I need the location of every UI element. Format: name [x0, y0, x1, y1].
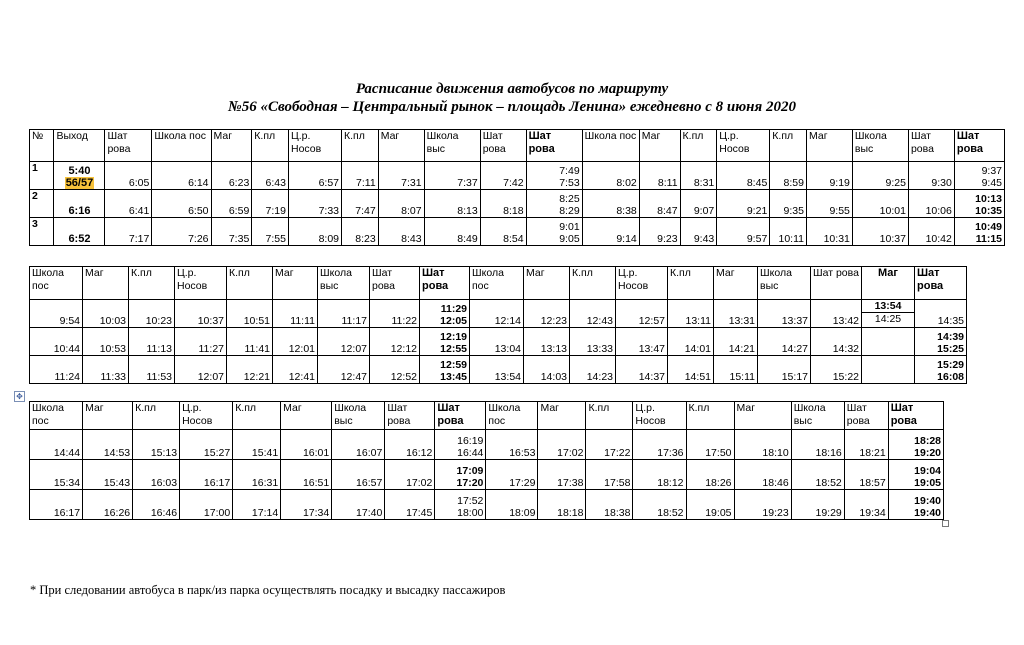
- time-cell: 8:38: [582, 190, 639, 218]
- time-cell: 16:57: [332, 460, 385, 490]
- time-value: 10:35: [975, 205, 1002, 217]
- time-cell: 16:17: [30, 490, 83, 520]
- column-header: Шат рова: [915, 267, 967, 300]
- time-cell: 19:29: [791, 490, 844, 520]
- column-header: К.пл: [227, 267, 273, 300]
- header-row: [30, 130, 1005, 162]
- time-cell: 8:13: [424, 190, 480, 218]
- time-cell: 7:33: [288, 190, 341, 218]
- time-cell: 13:31: [714, 300, 758, 328]
- time-value: 13:54: [862, 300, 914, 313]
- time-cell: 14:27: [758, 328, 811, 356]
- column-header: Шат рова: [435, 402, 486, 430]
- column-header: К.пл: [252, 130, 289, 162]
- time-pair-cell: [915, 328, 967, 356]
- route-badge: 56/57: [65, 177, 94, 189]
- time-cell: 8:59: [770, 162, 807, 190]
- time-cell: 9:54: [30, 300, 83, 328]
- time-cell: 18:18: [538, 490, 586, 520]
- column-header: К.пл: [570, 267, 616, 300]
- time-cell: 16:46: [133, 490, 180, 520]
- time-cell: 9:55: [806, 190, 852, 218]
- time-cell: 15:17: [758, 356, 811, 384]
- table-row: [30, 356, 967, 384]
- time-cell: 7:55: [252, 218, 289, 246]
- time-value: 18:00: [457, 507, 484, 519]
- time-cell: 17:40: [332, 490, 385, 520]
- table-row: [30, 190, 1005, 218]
- column-header: Ц.р. Носов: [633, 402, 686, 430]
- time-cell: 12:21: [227, 356, 273, 384]
- exit-time-line: 5:40: [68, 165, 91, 177]
- time-cell: 10:31: [806, 218, 852, 246]
- time-cell: 17:29: [486, 460, 538, 490]
- time-cell: 7:37: [424, 162, 480, 190]
- column-header: Маг: [83, 267, 129, 300]
- time-value: 12:19: [440, 331, 467, 343]
- time-cell: 7:26: [152, 218, 211, 246]
- table-row: [30, 490, 944, 520]
- time-cell: 11:24: [30, 356, 83, 384]
- column-header: Выход: [54, 130, 105, 162]
- time-cell: 7:19: [252, 190, 289, 218]
- time-cell: 13:13: [524, 328, 570, 356]
- exit-time-line: 6:16: [68, 205, 91, 217]
- time-value: 10:13: [975, 193, 1002, 205]
- time-cell: 14:32: [811, 328, 862, 356]
- time-cell: 12:07: [318, 328, 370, 356]
- time-pair-cell: [888, 490, 943, 520]
- column-header: Шат рова: [526, 130, 582, 162]
- time-cell: 12:43: [570, 300, 616, 328]
- time-cell: 12:12: [370, 328, 420, 356]
- time-cell: 16:26: [83, 490, 133, 520]
- column-header: Шат рова: [105, 130, 152, 162]
- time-cell: 8:11: [639, 162, 680, 190]
- time-cell: 17:14: [233, 490, 281, 520]
- time-cell: 14:03: [524, 356, 570, 384]
- time-cell: 18:52: [633, 490, 686, 520]
- column-header: Шат рова: [811, 267, 862, 300]
- time-cell: 17:00: [180, 490, 233, 520]
- time-pair-cell: [420, 300, 470, 328]
- time-cell: 12:07: [175, 356, 227, 384]
- time-cell: 10:51: [227, 300, 273, 328]
- column-header: Школа выс: [424, 130, 480, 162]
- time-cell: 11:11: [273, 300, 318, 328]
- time-cell: 14:44: [30, 430, 83, 460]
- time-pair-cell: [862, 300, 915, 328]
- time-value: 10:49: [975, 221, 1002, 233]
- column-header: Школа пос: [30, 267, 83, 300]
- column-header: Школа пос: [582, 130, 639, 162]
- table-row: [30, 300, 967, 328]
- time-value: 12:05: [440, 315, 467, 327]
- time-cell: 14:23: [570, 356, 616, 384]
- row-number: 3: [30, 218, 54, 246]
- table-row: [30, 162, 1005, 190]
- column-header: Ц.р. Носов: [180, 402, 233, 430]
- time-cell: 10:44: [30, 328, 83, 356]
- time-cell: 13:11: [668, 300, 714, 328]
- time-pair-cell: [954, 190, 1004, 218]
- time-cell: 14:37: [616, 356, 668, 384]
- time-cell: 6:59: [211, 190, 252, 218]
- table-row: [30, 460, 944, 490]
- time-cell: 10:37: [175, 300, 227, 328]
- table-row: [30, 218, 1005, 246]
- time-value: 19:05: [914, 477, 941, 489]
- column-header: К.пл: [342, 130, 379, 162]
- time-cell: [862, 356, 915, 384]
- column-header: Шат рова: [385, 402, 435, 430]
- time-cell: 17:02: [385, 460, 435, 490]
- time-value: 16:19: [457, 435, 484, 447]
- schedule-table-2: [29, 266, 967, 384]
- column-header: Школа пос: [30, 402, 83, 430]
- time-cell: 10:03: [83, 300, 129, 328]
- column-header: Школа пос: [470, 267, 524, 300]
- time-cell: 15:11: [714, 356, 758, 384]
- time-cell: 18:16: [791, 430, 844, 460]
- column-header: Школа выс: [852, 130, 908, 162]
- time-cell: 14:21: [714, 328, 758, 356]
- time-cell: 8:23: [342, 218, 379, 246]
- time-pair-cell: [915, 356, 967, 384]
- time-value: 19:40: [914, 495, 941, 507]
- time-value: 11:29: [440, 303, 467, 315]
- time-cell: 7:31: [378, 162, 424, 190]
- time-cell: 10:23: [129, 300, 175, 328]
- time-cell: 10:37: [852, 218, 908, 246]
- time-cell: 13:04: [470, 328, 524, 356]
- time-value: 14:25: [874, 313, 902, 325]
- time-value: 16:08: [937, 371, 964, 383]
- time-cell: 6:23: [211, 162, 252, 190]
- column-header: Маг: [862, 267, 915, 300]
- column-header: Школа выс: [318, 267, 370, 300]
- time-value: 7:53: [559, 177, 580, 189]
- column-header: Маг: [714, 267, 758, 300]
- column-header: К.пл: [586, 402, 633, 430]
- time-cell: 14:53: [83, 430, 133, 460]
- time-cell: 9:07: [680, 190, 717, 218]
- time-pair-cell: [526, 190, 582, 218]
- time-value: 19:20: [914, 447, 941, 459]
- time-cell: 15:43: [83, 460, 133, 490]
- time-cell: 6:50: [152, 190, 211, 218]
- time-cell: 7:11: [342, 162, 379, 190]
- time-cell: 11:53: [129, 356, 175, 384]
- time-value: 12:59: [440, 359, 467, 371]
- time-value: 8:29: [559, 205, 580, 217]
- time-cell: 6:57: [288, 162, 341, 190]
- time-cell: 19:34: [844, 490, 888, 520]
- time-cell: 9:35: [770, 190, 807, 218]
- time-cell: 13:47: [616, 328, 668, 356]
- time-cell: 6:43: [252, 162, 289, 190]
- exit-time: [54, 218, 105, 246]
- time-value: 19:40: [914, 507, 941, 519]
- time-cell: 6:41: [105, 190, 152, 218]
- time-cell: [862, 328, 915, 356]
- time-value: 9:05: [559, 233, 580, 245]
- time-pair-cell: [420, 328, 470, 356]
- footnote: * При следовании автобуса в парк/из парка осуществлять посадку и высадку пассажиров: [30, 583, 506, 597]
- time-pair-cell: [526, 162, 582, 190]
- exit-time: [54, 162, 105, 190]
- time-cell: 9:23: [639, 218, 680, 246]
- time-value: 17:09: [456, 465, 484, 477]
- time-pair-cell: [954, 218, 1004, 246]
- time-cell: 18:38: [586, 490, 633, 520]
- time-cell: 13:54: [470, 356, 524, 384]
- time-value: 13:45: [440, 371, 467, 383]
- time-value: 14:39: [937, 331, 964, 343]
- time-cell: 6:14: [152, 162, 211, 190]
- time-cell: 12:41: [273, 356, 318, 384]
- column-header: Ц.р. Носов: [616, 267, 668, 300]
- time-pair-cell: [420, 356, 470, 384]
- time-cell: 17:22: [586, 430, 633, 460]
- column-header: Ц.р. Носов: [717, 130, 770, 162]
- time-cell: 7:42: [480, 162, 526, 190]
- time-value: 18:28: [914, 435, 941, 447]
- time-cell: 10:06: [908, 190, 954, 218]
- time-cell: 18:09: [486, 490, 538, 520]
- column-header: К.пл: [686, 402, 734, 430]
- row-number: 2: [30, 190, 54, 218]
- table-row: [30, 328, 967, 356]
- time-cell: 18:26: [686, 460, 734, 490]
- time-value: 11:15: [975, 233, 1002, 245]
- time-value: 19:04: [914, 465, 941, 477]
- time-cell: 6:05: [105, 162, 152, 190]
- schedule-title-line1: Расписание движения автобусов по маршруту: [355, 81, 669, 97]
- time-value: 15:29: [937, 359, 964, 371]
- time-cell: 9:14: [582, 218, 639, 246]
- time-cell: 12:57: [616, 300, 668, 328]
- time-cell: 16:31: [233, 460, 281, 490]
- column-header: К.пл: [668, 267, 714, 300]
- column-header: Маг: [83, 402, 133, 430]
- column-header: К.пл: [133, 402, 180, 430]
- time-cell: 16:01: [281, 430, 332, 460]
- time-cell: 11:33: [83, 356, 129, 384]
- time-cell: 11:41: [227, 328, 273, 356]
- time-cell: 13:42: [811, 300, 862, 328]
- time-cell: 16:17: [180, 460, 233, 490]
- time-pair-cell: [888, 460, 943, 490]
- time-value: 9:45: [981, 177, 1002, 189]
- column-header: Маг: [639, 130, 680, 162]
- move-icon[interactable]: ✥: [14, 391, 25, 402]
- time-value: 16:44: [457, 447, 484, 459]
- time-cell: 18:21: [844, 430, 888, 460]
- time-cell: 16:53: [486, 430, 538, 460]
- time-cell: 8:09: [288, 218, 341, 246]
- header-row: [30, 267, 967, 300]
- column-header: Шат рова: [480, 130, 526, 162]
- time-cell: 12:52: [370, 356, 420, 384]
- time-cell: 17:36: [633, 430, 686, 460]
- column-header: Шат рова: [420, 267, 470, 300]
- schedule-table-1: [29, 129, 1005, 246]
- time-value: 17:52: [457, 495, 484, 507]
- time-cell: 9:21: [717, 190, 770, 218]
- time-cell: 15:34: [30, 460, 83, 490]
- time-cell: 10:53: [83, 328, 129, 356]
- column-header: К.пл: [129, 267, 175, 300]
- time-cell: 13:37: [758, 300, 811, 328]
- time-cell: 11:22: [370, 300, 420, 328]
- time-cell: 8:02: [582, 162, 639, 190]
- column-header: Ц.р. Носов: [288, 130, 341, 162]
- exit-time-line: 6:52: [68, 233, 91, 245]
- column-header: Маг: [538, 402, 586, 430]
- time-cell: 12:14: [470, 300, 524, 328]
- time-cell: 17:50: [686, 430, 734, 460]
- time-cell: 8:49: [424, 218, 480, 246]
- column-header: Маг: [281, 402, 332, 430]
- schedule-table-3: [29, 401, 944, 520]
- column-header: №: [30, 130, 54, 162]
- time-cell: 14:35: [915, 300, 967, 328]
- time-cell: 15:13: [133, 430, 180, 460]
- time-cell: 8:45: [717, 162, 770, 190]
- time-value: 12:55: [440, 343, 467, 355]
- column-header: Школа выс: [332, 402, 385, 430]
- time-cell: 16:12: [385, 430, 435, 460]
- time-cell: 18:57: [844, 460, 888, 490]
- column-header: Шат рова: [370, 267, 420, 300]
- column-header: Школа выс: [758, 267, 811, 300]
- row-number: 1: [30, 162, 54, 190]
- time-cell: 10:11: [770, 218, 807, 246]
- time-cell: 13:33: [570, 328, 616, 356]
- time-cell: 16:07: [332, 430, 385, 460]
- time-pair-cell: [526, 218, 582, 246]
- time-cell: 18:46: [734, 460, 791, 490]
- time-cell: 10:42: [908, 218, 954, 246]
- time-cell: 16:51: [281, 460, 332, 490]
- column-header: Школа пос: [486, 402, 538, 430]
- time-cell: 8:43: [378, 218, 424, 246]
- table-row: [30, 430, 944, 460]
- time-cell: 11:13: [129, 328, 175, 356]
- time-cell: 12:47: [318, 356, 370, 384]
- time-pair-cell: [435, 430, 486, 460]
- time-cell: 18:12: [633, 460, 686, 490]
- resize-handle[interactable]: [942, 520, 949, 527]
- time-cell: 7:35: [211, 218, 252, 246]
- column-header: К.пл: [233, 402, 281, 430]
- column-header: Ц.р. Носов: [175, 267, 227, 300]
- time-value: 9:37: [981, 165, 1002, 177]
- time-cell: 8:54: [480, 218, 526, 246]
- time-value: 15:25: [937, 343, 964, 355]
- time-cell: 9:25: [852, 162, 908, 190]
- time-cell: 7:17: [105, 218, 152, 246]
- column-header: Маг: [378, 130, 424, 162]
- time-cell: 15:27: [180, 430, 233, 460]
- time-cell: 17:02: [538, 430, 586, 460]
- column-header: Шат рова: [908, 130, 954, 162]
- time-value: 9:01: [559, 221, 580, 233]
- time-cell: 9:57: [717, 218, 770, 246]
- column-header: Шат рова: [844, 402, 888, 430]
- time-cell: 14:51: [668, 356, 714, 384]
- header-row: [30, 402, 944, 430]
- time-cell: 19:23: [734, 490, 791, 520]
- column-header: Маг: [273, 267, 318, 300]
- time-cell: 17:45: [385, 490, 435, 520]
- column-header: Маг: [524, 267, 570, 300]
- time-value: 8:25: [559, 193, 580, 205]
- time-cell: 12:01: [273, 328, 318, 356]
- column-header: Шат рова: [888, 402, 943, 430]
- time-cell: 10:01: [852, 190, 908, 218]
- time-pair-cell: [435, 490, 486, 520]
- time-cell: 7:47: [342, 190, 379, 218]
- time-cell: 15:41: [233, 430, 281, 460]
- time-cell: 8:47: [639, 190, 680, 218]
- time-cell: 8:18: [480, 190, 526, 218]
- time-value: 17:20: [456, 477, 484, 489]
- time-cell: 17:58: [586, 460, 633, 490]
- schedule-title-line2: №56 «Свободная – Центральный рынок – площадь Ленина» ежедневно с 8 июня 2020: [227, 99, 796, 115]
- time-cell: 15:22: [811, 356, 862, 384]
- time-pair-cell: [954, 162, 1004, 190]
- time-cell: 17:34: [281, 490, 332, 520]
- time-cell: 8:31: [680, 162, 717, 190]
- column-header: Шат рова: [954, 130, 1004, 162]
- column-header: Школа выс: [791, 402, 844, 430]
- time-pair-cell: [435, 460, 486, 490]
- time-value: 7:49: [559, 165, 580, 177]
- column-header: К.пл: [770, 130, 807, 162]
- time-cell: 18:52: [791, 460, 844, 490]
- time-cell: 9:30: [908, 162, 954, 190]
- column-header: Маг: [806, 130, 852, 162]
- time-cell: 17:38: [538, 460, 586, 490]
- time-cell: 9:19: [806, 162, 852, 190]
- time-pair-cell: [888, 430, 943, 460]
- column-header: К.пл: [680, 130, 717, 162]
- column-header: Маг: [211, 130, 252, 162]
- column-header: Маг: [734, 402, 791, 430]
- exit-time: [54, 190, 105, 218]
- time-cell: 19:05: [686, 490, 734, 520]
- time-cell: 11:17: [318, 300, 370, 328]
- time-cell: 12:23: [524, 300, 570, 328]
- time-cell: 9:43: [680, 218, 717, 246]
- column-header: Школа пос: [152, 130, 211, 162]
- time-cell: 11:27: [175, 328, 227, 356]
- time-cell: 18:10: [734, 430, 791, 460]
- time-cell: 14:01: [668, 328, 714, 356]
- time-cell: 16:03: [133, 460, 180, 490]
- time-cell: 8:07: [378, 190, 424, 218]
